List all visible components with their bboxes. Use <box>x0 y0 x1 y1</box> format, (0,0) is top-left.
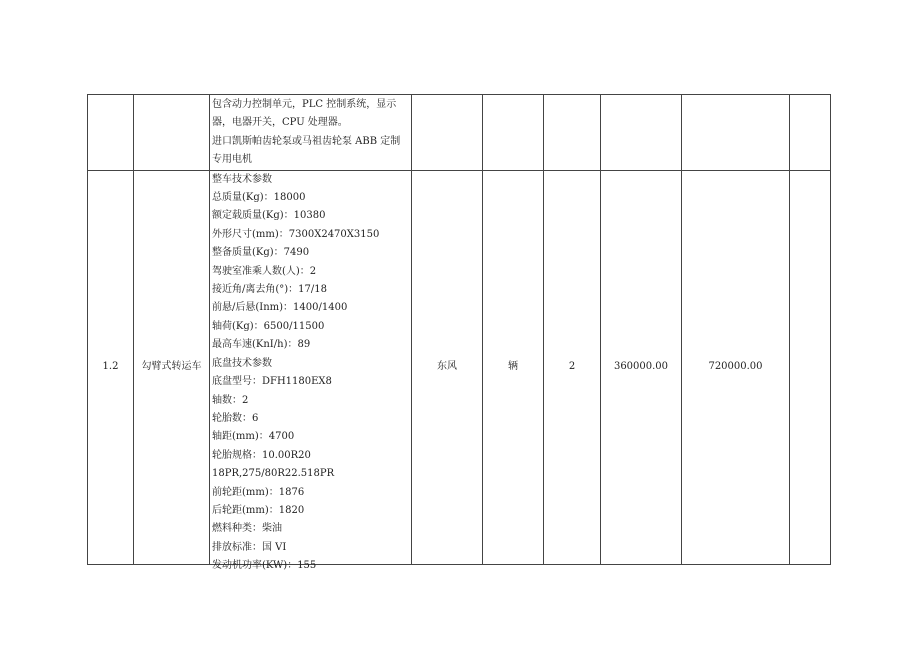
description-line: 排放标准：国 VI <box>212 541 287 553</box>
description-line: 包含动力控制单元，PLC 控制系统，显示 <box>212 99 397 110</box>
description-line: 发动机功率(KW)：155 <box>212 560 317 572</box>
description-line: 后轮距(mm)：1820 <box>212 504 305 516</box>
description-line: 轴距(mm)：4700 <box>212 431 295 443</box>
description-line: 轴荷(Kg)：6500/11500 <box>212 320 325 332</box>
description-line: 外形尺寸(mm)：7300X2470X3150 <box>212 228 380 240</box>
quotation-table <box>87 94 831 572</box>
brand-cell: 东风 <box>412 170 483 564</box>
name-cell: 勾臂式转运车 <box>134 170 210 564</box>
table-row <box>88 170 831 564</box>
description-line: 底盘型号：DFH1180EX8 <box>212 376 332 388</box>
description-line: 轮胎数：6 <box>212 412 259 424</box>
description-line: 18PR,275/80R22.518PR <box>212 468 335 480</box>
description-line: 总质量(Kg)：18000 <box>212 192 306 204</box>
brand-cell <box>412 95 483 171</box>
unit-cell: 辆 <box>483 170 544 564</box>
description-line: 轮胎规格：10.00R20 <box>212 449 311 461</box>
description-line: 前轮距(mm)：1876 <box>212 486 305 498</box>
description-line: 进口凯斯帕齿轮泵或马祖齿轮泵 ABB 定制 <box>212 135 401 147</box>
remark-cell <box>790 95 831 171</box>
description-line: 器，电器开关，CPU 处理器。 <box>212 117 348 129</box>
quantity-cell: 2 <box>544 170 601 564</box>
name-cell <box>134 95 210 171</box>
description-line: 燃料种类：柴油 <box>212 523 282 535</box>
description-line: 整车技术参数 <box>212 173 272 185</box>
description-line: 额定载质量(Kg)：10380 <box>212 210 326 222</box>
description-line: 轴数：2 <box>212 394 249 406</box>
description-cell <box>210 95 412 171</box>
description-line: 前悬/后悬(Inm)：1400/1400 <box>212 302 348 314</box>
description-line: 驾驶室准乘人数(人)：2 <box>212 265 317 277</box>
remark-cell <box>790 170 831 564</box>
description-line: 底盘技术参数 <box>212 357 272 369</box>
unit-price-cell: 360000.00 <box>601 170 682 564</box>
index-cell: 1.2 <box>88 170 134 564</box>
unit-price-cell <box>601 95 682 171</box>
total-price-cell <box>682 95 790 171</box>
description-cell <box>210 170 412 572</box>
table-row <box>88 95 831 171</box>
total-price-cell: 720000.00 <box>682 170 790 564</box>
description-line: 专用电机 <box>212 154 252 166</box>
description-line: 最高车速(KnI/h)：89 <box>212 339 311 351</box>
quantity-cell <box>544 95 601 171</box>
index-cell <box>88 95 134 171</box>
unit-cell <box>483 95 544 171</box>
description-line: 整备质量(Kg)：7490 <box>212 247 310 259</box>
description-line: 接近角/离去角(°)：17/18 <box>212 284 327 296</box>
